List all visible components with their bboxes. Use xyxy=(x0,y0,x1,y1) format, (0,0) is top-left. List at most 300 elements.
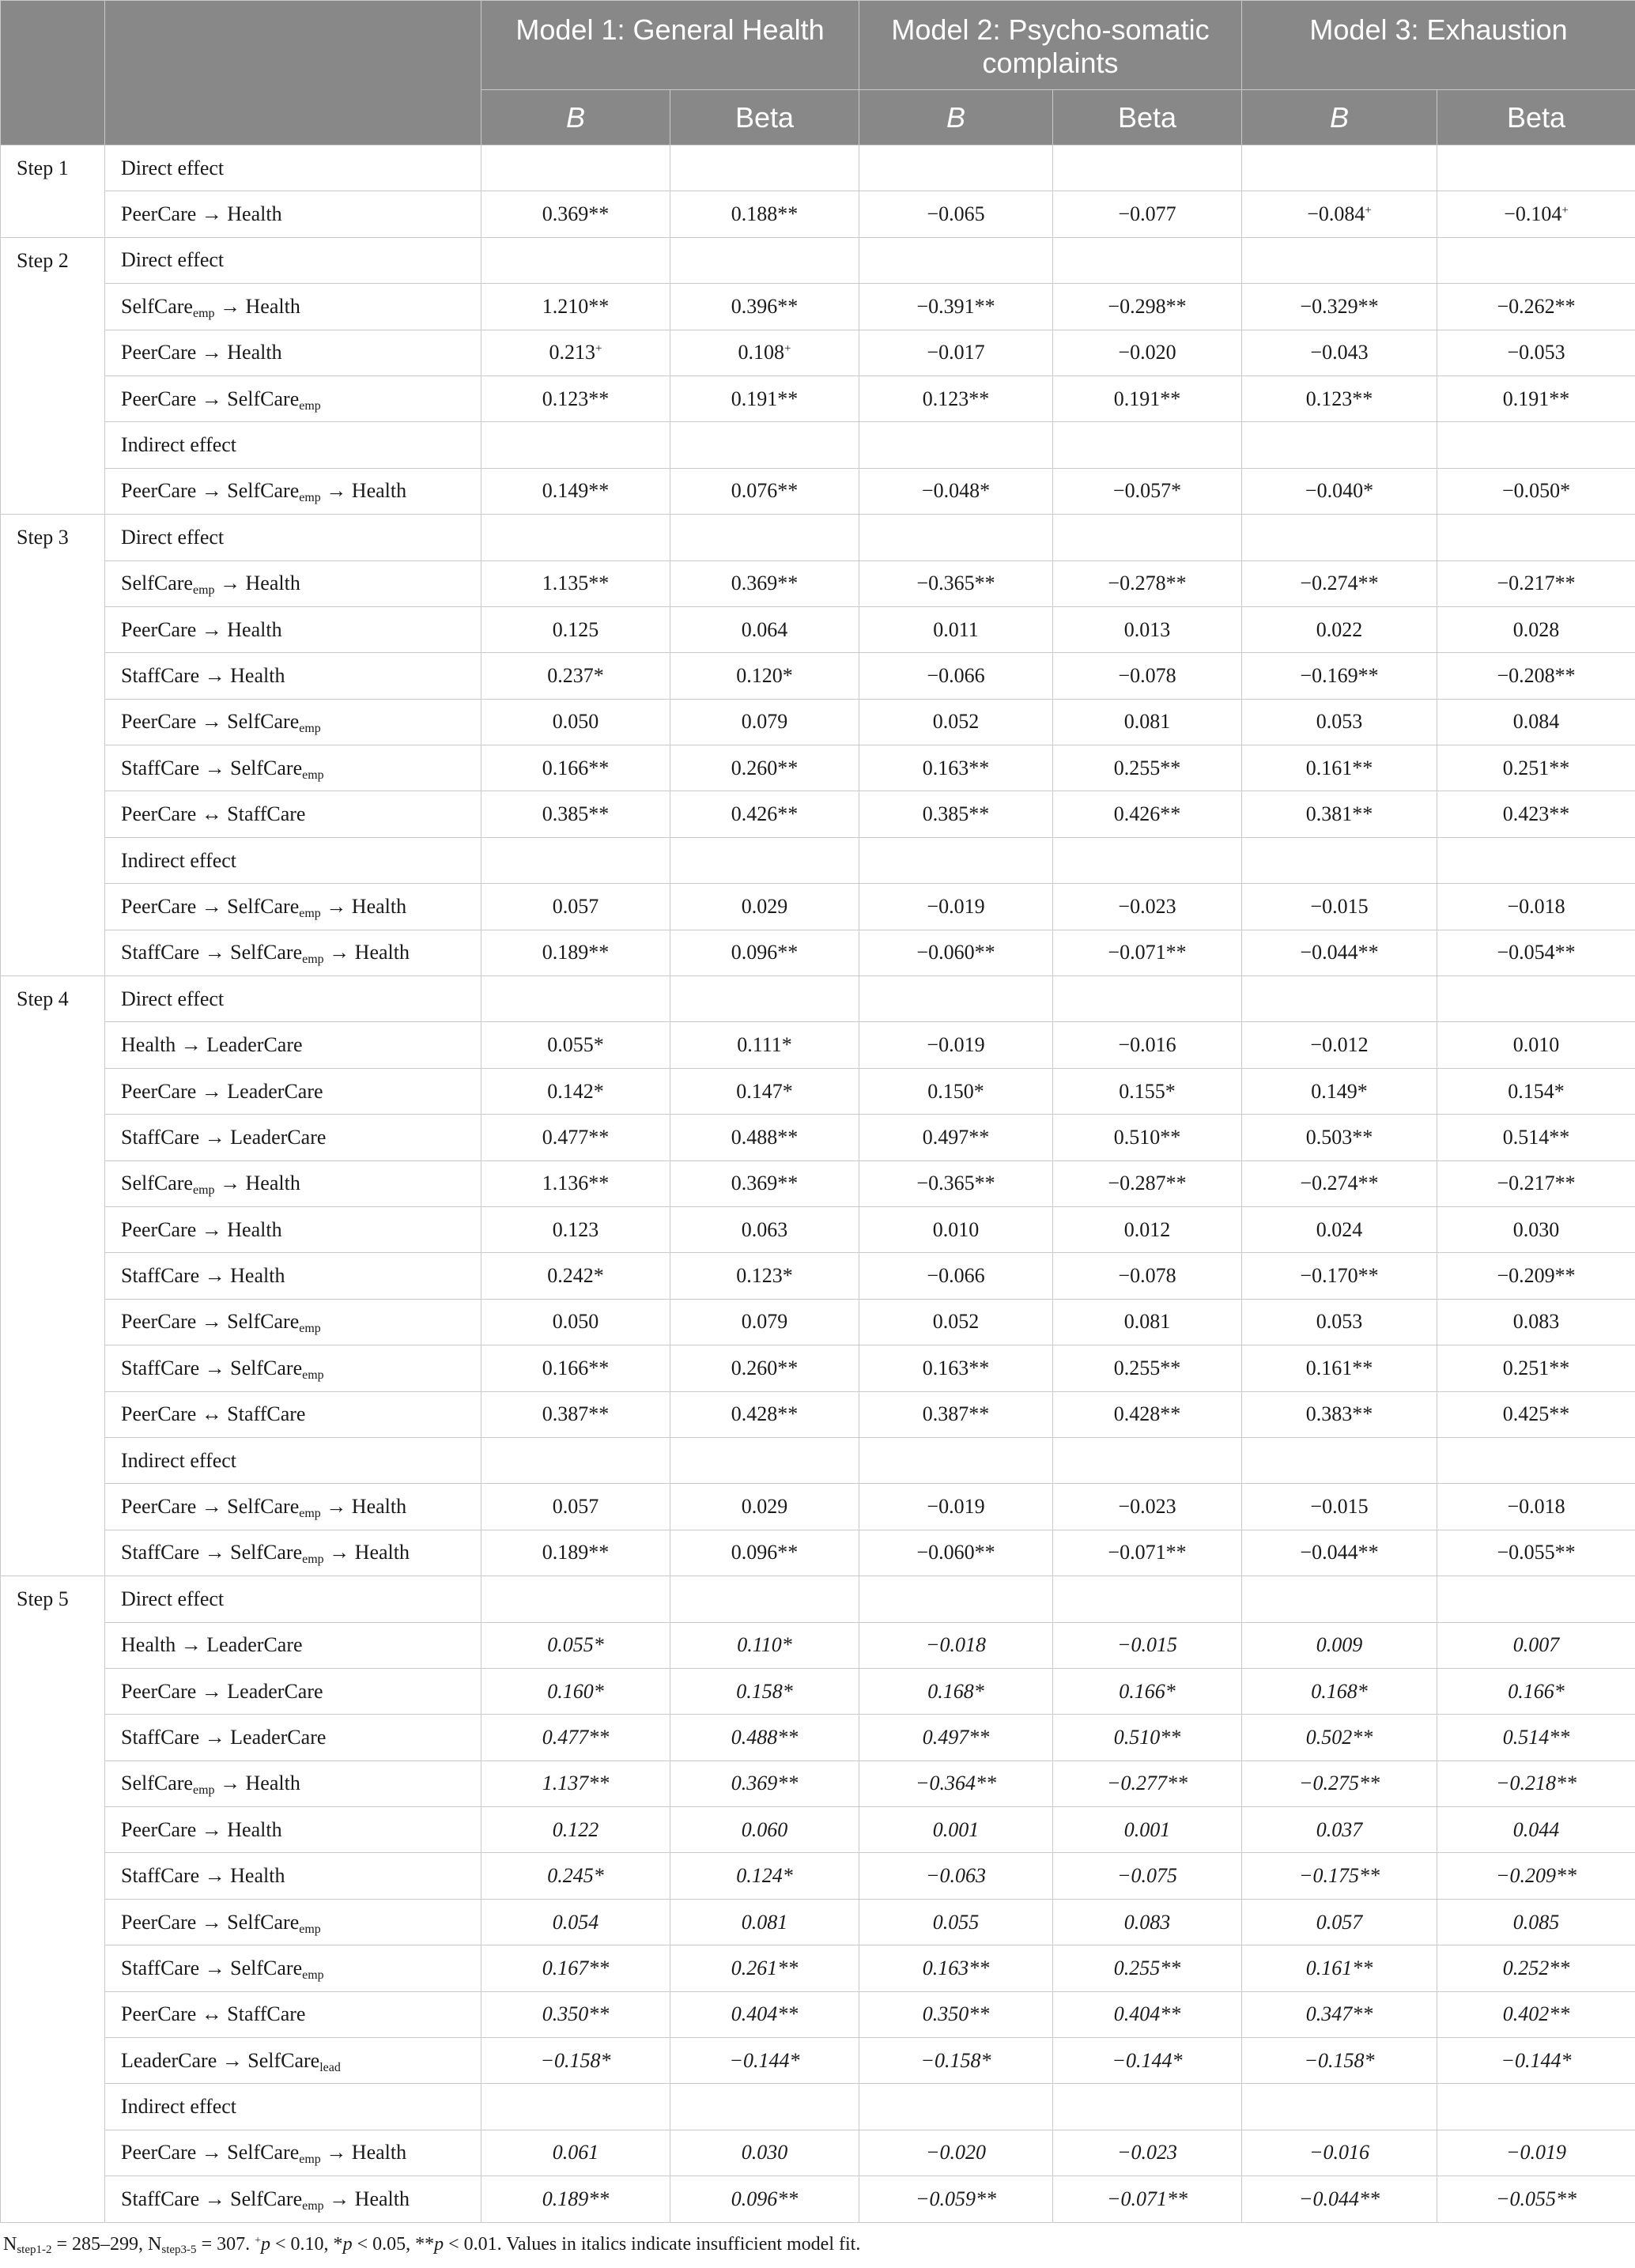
path-label: StaffCare → SelfCare$_{emp}$ → Health xyxy=(105,930,481,976)
value-cell-m1-beta: 0.488** xyxy=(670,1715,859,1760)
empty-cell xyxy=(859,1576,1053,1622)
value-cell-m1-beta: 0.079 xyxy=(670,699,859,745)
empty-cell xyxy=(1437,1437,1635,1483)
empty-cell xyxy=(1242,837,1437,883)
section-label: Indirect effect xyxy=(105,837,481,883)
value-cell-m1-b: 1.210** xyxy=(481,284,670,330)
value-cell-m1-beta: 0.428** xyxy=(670,1391,859,1437)
value-cell-m1-beta: 0.029 xyxy=(670,1484,859,1530)
table-row xyxy=(1,1807,1635,1853)
empty-cell xyxy=(859,837,1053,883)
path-label: PeerCare → SelfCare$_{emp}$ xyxy=(105,1299,481,1345)
value-cell-m3-b: −0.016 xyxy=(1242,2130,1437,2176)
section-row xyxy=(1,2084,1635,2130)
table-row xyxy=(1,1484,1635,1530)
section-row xyxy=(1,1576,1635,1622)
path-label: StaffCare → SelfCare$_{emp}$ xyxy=(105,1345,481,1391)
value-cell-m3-b: 0.009 xyxy=(1242,1622,1437,1668)
value-cell-m3-beta: −0.208** xyxy=(1437,653,1635,699)
value-cell-m1-beta: 0.147* xyxy=(670,1068,859,1114)
header-blank-label xyxy=(105,1,481,145)
value-cell-m1-b: 0.167** xyxy=(481,1945,670,1991)
value-cell-m3-beta: 0.044 xyxy=(1437,1807,1635,1853)
value-cell-m1-b: 0.166** xyxy=(481,745,670,791)
value-cell-m2-beta: 0.255** xyxy=(1053,1345,1242,1391)
value-cell-m3-b: 0.161** xyxy=(1242,1945,1437,1991)
value-cell-m3-b: 0.024 xyxy=(1242,1206,1437,1252)
table-row xyxy=(1,1715,1635,1760)
value-cell-m1-beta: 0.096** xyxy=(670,1530,859,1576)
value-cell-m3-b: −0.015 xyxy=(1242,1484,1437,1530)
section-label: Indirect effect xyxy=(105,1437,481,1483)
value-cell-m1-b: 0.160* xyxy=(481,1668,670,1714)
value-cell-m1-b: 0.477** xyxy=(481,1715,670,1760)
value-cell-m1-beta: 0.260** xyxy=(670,745,859,791)
path-label: PeerCare → SelfCare$_{emp}$ xyxy=(105,1899,481,1945)
section-row xyxy=(1,237,1635,283)
path-label: PeerCare → Health xyxy=(105,1206,481,1252)
path-label: PeerCare → LeaderCare xyxy=(105,1668,481,1714)
step-label: Step 2 xyxy=(1,237,105,514)
value-cell-m2-beta: 0.081 xyxy=(1053,1299,1242,1345)
empty-cell xyxy=(1242,422,1437,468)
empty-cell xyxy=(481,1576,670,1622)
table-row xyxy=(1,1760,1635,1806)
section-label: Indirect effect xyxy=(105,422,481,468)
value-cell-m3-b: −0.169** xyxy=(1242,653,1437,699)
empty-cell xyxy=(859,976,1053,1022)
header-m1-b: B xyxy=(481,90,670,145)
value-cell-m1-beta: 0.261** xyxy=(670,1945,859,1991)
table-row xyxy=(1,560,1635,606)
path-label: PeerCare → SelfCare$_{emp}$ → Health xyxy=(105,884,481,930)
empty-cell xyxy=(481,2084,670,2130)
empty-cell xyxy=(481,837,670,883)
header-m3-beta: Beta xyxy=(1437,90,1635,145)
path-label: PeerCare → SelfCare$_{emp}$ xyxy=(105,375,481,421)
table-row xyxy=(1,1068,1635,1114)
table-row xyxy=(1,191,1635,237)
value-cell-m1-b: 0.050 xyxy=(481,699,670,745)
value-cell-m2-b: −0.365** xyxy=(859,1160,1053,1206)
value-cell-m1-b: −0.158* xyxy=(481,2038,670,2084)
section-row xyxy=(1,515,1635,560)
value-cell-m1-b: 0.055* xyxy=(481,1622,670,1668)
value-cell-m2-beta: 0.404** xyxy=(1053,1991,1242,2037)
value-cell-m2-beta: 0.510** xyxy=(1053,1715,1242,1760)
value-cell-m2-beta: −0.015 xyxy=(1053,1622,1242,1668)
value-cell-m2-beta: −0.023 xyxy=(1053,884,1242,930)
value-cell-m2-beta: −0.057* xyxy=(1053,468,1242,514)
value-cell-m1-b: 0.385** xyxy=(481,791,670,837)
table-row xyxy=(1,1160,1635,1206)
value-cell-m1-beta: 0.123* xyxy=(670,1253,859,1299)
value-cell-m2-beta: 0.255** xyxy=(1053,1945,1242,1991)
section-label: Direct effect xyxy=(105,515,481,560)
value-cell-m1-beta: 0.188** xyxy=(670,191,859,237)
value-cell-m3-beta: 0.028 xyxy=(1437,606,1635,652)
value-cell-m2-beta: 0.166* xyxy=(1053,1668,1242,1714)
empty-cell xyxy=(1242,1576,1437,1622)
table-row xyxy=(1,1622,1635,1668)
value-cell-m2-b: 0.163** xyxy=(859,1945,1053,1991)
value-cell-m1-beta: 0.076** xyxy=(670,468,859,514)
table-row xyxy=(1,1253,1635,1299)
value-cell-m3-b: 0.161** xyxy=(1242,1345,1437,1391)
empty-cell xyxy=(1437,145,1635,191)
empty-cell xyxy=(481,237,670,283)
header-model-1: Model 1: General Health xyxy=(481,1,859,90)
value-cell-m3-beta: 0.423** xyxy=(1437,791,1635,837)
path-label: PeerCare ↔ StaffCare xyxy=(105,1991,481,2037)
value-cell-m2-b: −0.063 xyxy=(859,1853,1053,1899)
value-cell-m2-b: 0.168* xyxy=(859,1668,1053,1714)
value-cell-m3-beta: 0.425** xyxy=(1437,1391,1635,1437)
path-label: PeerCare → Health xyxy=(105,330,481,375)
empty-cell xyxy=(859,145,1053,191)
table-row xyxy=(1,699,1635,745)
path-label: PeerCare → SelfCare$_{emp}$ → Health xyxy=(105,468,481,514)
path-label: PeerCare ↔ StaffCare xyxy=(105,1391,481,1437)
table-row xyxy=(1,930,1635,976)
path-label: StaffCare → SelfCare$_{emp}$ → Health xyxy=(105,1530,481,1576)
value-cell-m3-b: −0.170** xyxy=(1242,1253,1437,1299)
value-cell-m3-b: 0.053 xyxy=(1242,1299,1437,1345)
value-cell-m3-b: 0.168* xyxy=(1242,1668,1437,1714)
value-cell-m3-beta: 0.514** xyxy=(1437,1115,1635,1160)
value-cell-m2-beta: −0.071** xyxy=(1053,2176,1242,2222)
value-cell-m2-b: −0.365** xyxy=(859,560,1053,606)
empty-cell xyxy=(859,515,1053,560)
value-cell-m1-b: 0.245* xyxy=(481,1853,670,1899)
value-cell-m2-beta: −0.287** xyxy=(1053,1160,1242,1206)
value-cell-m3-beta: 0.251** xyxy=(1437,1345,1635,1391)
value-cell-m1-b: 0.054 xyxy=(481,1899,670,1945)
value-cell-m3-beta: 0.154* xyxy=(1437,1068,1635,1114)
value-cell-m1-beta: 0.426** xyxy=(670,791,859,837)
value-cell-m1-b: 0.055* xyxy=(481,1022,670,1068)
empty-cell xyxy=(1053,145,1242,191)
empty-cell xyxy=(670,145,859,191)
value-cell-m3-b: −0.040* xyxy=(1242,468,1437,514)
empty-cell xyxy=(481,515,670,560)
value-cell-m2-beta: −0.078 xyxy=(1053,1253,1242,1299)
value-cell-m2-beta: −0.078 xyxy=(1053,653,1242,699)
value-cell-m3-beta: 0.007 xyxy=(1437,1622,1635,1668)
value-cell-m1-beta: 0.124* xyxy=(670,1853,859,1899)
path-label: SelfCare$_{emp}$ → Health xyxy=(105,560,481,606)
empty-cell xyxy=(1053,515,1242,560)
empty-cell xyxy=(1242,237,1437,283)
value-cell-m2-b: −0.066 xyxy=(859,653,1053,699)
value-cell-m1-b: 0.189** xyxy=(481,930,670,976)
value-cell-m2-b: 0.052 xyxy=(859,699,1053,745)
value-cell-m2-b: −0.019 xyxy=(859,1484,1053,1530)
value-cell-m3-beta: −0.209** xyxy=(1437,1853,1635,1899)
value-cell-m1-beta: 0.488** xyxy=(670,1115,859,1160)
empty-cell xyxy=(1242,2084,1437,2130)
empty-cell xyxy=(1242,976,1437,1022)
path-label: PeerCare → Health xyxy=(105,606,481,652)
table-body xyxy=(1,145,1635,2223)
value-cell-m2-b: 0.010 xyxy=(859,1206,1053,1252)
section-row xyxy=(1,422,1635,468)
value-cell-m3-b: 0.123** xyxy=(1242,375,1437,421)
value-cell-m3-b: 0.053 xyxy=(1242,699,1437,745)
section-label: Indirect effect xyxy=(105,2084,481,2130)
value-cell-m1-beta: 0.108+ xyxy=(670,330,859,375)
section-label: Direct effect xyxy=(105,237,481,283)
header-model-2: Model 2: Psycho-somatic complaints xyxy=(859,1,1242,90)
table-row xyxy=(1,1391,1635,1437)
value-cell-m3-b: 0.503** xyxy=(1242,1115,1437,1160)
table-row xyxy=(1,1668,1635,1714)
value-cell-m3-beta: −0.054** xyxy=(1437,930,1635,976)
empty-cell xyxy=(1053,1437,1242,1483)
header-blank-step xyxy=(1,1,105,145)
path-label: LeaderCare → SelfCare$_{lead}$ xyxy=(105,2038,481,2084)
table-row xyxy=(1,1853,1635,1899)
value-cell-m2-beta: −0.023 xyxy=(1053,1484,1242,1530)
header-m2-b: B xyxy=(859,90,1053,145)
value-cell-m3-b: −0.175** xyxy=(1242,1853,1437,1899)
empty-cell xyxy=(859,1437,1053,1483)
value-cell-m2-beta: 0.510** xyxy=(1053,1115,1242,1160)
path-label: StaffCare → SelfCare$_{emp}$ → Health xyxy=(105,2176,481,2222)
value-cell-m2-b: −0.048* xyxy=(859,468,1053,514)
value-cell-m3-b: −0.043 xyxy=(1242,330,1437,375)
empty-cell xyxy=(670,837,859,883)
empty-cell xyxy=(1242,145,1437,191)
value-cell-m3-beta: −0.053 xyxy=(1437,330,1635,375)
value-cell-m1-b: 0.213+ xyxy=(481,330,670,375)
path-label: PeerCare → SelfCare$_{emp}$ → Health xyxy=(105,2130,481,2176)
value-cell-m2-b: −0.019 xyxy=(859,1022,1053,1068)
value-cell-m2-b: −0.059** xyxy=(859,2176,1053,2222)
empty-cell xyxy=(1437,1576,1635,1622)
value-cell-m1-beta: 0.158* xyxy=(670,1668,859,1714)
step-label: Step 3 xyxy=(1,515,105,976)
empty-cell xyxy=(1437,422,1635,468)
value-cell-m2-b: 0.497** xyxy=(859,1115,1053,1160)
empty-cell xyxy=(1053,976,1242,1022)
value-cell-m1-beta: 0.111* xyxy=(670,1022,859,1068)
empty-cell xyxy=(670,422,859,468)
value-cell-m2-b: −0.017 xyxy=(859,330,1053,375)
value-cell-m3-b: −0.275** xyxy=(1242,1760,1437,1806)
value-cell-m1-beta: 0.369** xyxy=(670,560,859,606)
table-row xyxy=(1,1206,1635,1252)
empty-cell xyxy=(1437,837,1635,883)
table-row xyxy=(1,1299,1635,1345)
empty-cell xyxy=(670,1576,859,1622)
value-cell-m3-beta: 0.030 xyxy=(1437,1206,1635,1252)
empty-cell xyxy=(481,422,670,468)
value-cell-m1-beta: 0.120* xyxy=(670,653,859,699)
value-cell-m3-beta: −0.055** xyxy=(1437,1530,1635,1576)
header-m1-beta: Beta xyxy=(670,90,859,145)
value-cell-m2-beta: −0.016 xyxy=(1053,1022,1242,1068)
value-cell-m1-b: 0.237* xyxy=(481,653,670,699)
value-cell-m2-b: −0.066 xyxy=(859,1253,1053,1299)
empty-cell xyxy=(1053,422,1242,468)
value-cell-m3-b: −0.274** xyxy=(1242,560,1437,606)
value-cell-m2-b: 0.001 xyxy=(859,1807,1053,1853)
value-cell-m1-b: 0.369** xyxy=(481,191,670,237)
value-cell-m2-b: −0.391** xyxy=(859,284,1053,330)
table-row xyxy=(1,284,1635,330)
empty-cell xyxy=(1053,2084,1242,2130)
value-cell-m3-beta: −0.050* xyxy=(1437,468,1635,514)
value-cell-m3-b: 0.383** xyxy=(1242,1391,1437,1437)
value-cell-m3-b: 0.149* xyxy=(1242,1068,1437,1114)
value-cell-m3-beta: 0.191** xyxy=(1437,375,1635,421)
value-cell-m3-beta: −0.019 xyxy=(1437,2130,1635,2176)
table-row xyxy=(1,653,1635,699)
path-label: PeerCare ↔ StaffCare xyxy=(105,791,481,837)
value-cell-m2-b: 0.011 xyxy=(859,606,1053,652)
header-model-3: Model 3: Exhaustion xyxy=(1242,1,1635,90)
value-cell-m3-b: 0.502** xyxy=(1242,1715,1437,1760)
empty-cell xyxy=(1053,1576,1242,1622)
value-cell-m2-b: −0.158* xyxy=(859,2038,1053,2084)
path-label: StaffCare → Health xyxy=(105,1253,481,1299)
empty-cell xyxy=(1242,515,1437,560)
table-header xyxy=(1,1,1635,145)
value-cell-m2-b: 0.350** xyxy=(859,1991,1053,2037)
path-label: StaffCare → LeaderCare xyxy=(105,1715,481,1760)
path-label: SelfCare$_{emp}$ → Health xyxy=(105,1160,481,1206)
value-cell-m1-beta: 0.064 xyxy=(670,606,859,652)
value-cell-m1-beta: 0.369** xyxy=(670,1160,859,1206)
value-cell-m2-beta: −0.278** xyxy=(1053,560,1242,606)
value-cell-m2-beta: 0.255** xyxy=(1053,745,1242,791)
path-label: StaffCare → SelfCare$_{emp}$ xyxy=(105,745,481,791)
table-row xyxy=(1,1945,1635,1991)
section-label: Direct effect xyxy=(105,976,481,1022)
value-cell-m2-beta: 0.081 xyxy=(1053,699,1242,745)
table-row xyxy=(1,2130,1635,2176)
value-cell-m2-b: −0.364** xyxy=(859,1760,1053,1806)
value-cell-m2-b: 0.387** xyxy=(859,1391,1053,1437)
value-cell-m3-b: −0.274** xyxy=(1242,1160,1437,1206)
value-cell-m1-b: 0.242* xyxy=(481,1253,670,1299)
value-cell-m3-beta: −0.104+ xyxy=(1437,191,1635,237)
header-m3-b: B xyxy=(1242,90,1437,145)
value-cell-m2-beta: 0.191** xyxy=(1053,375,1242,421)
value-cell-m1-b: 1.137** xyxy=(481,1760,670,1806)
value-cell-m3-beta: −0.262** xyxy=(1437,284,1635,330)
value-cell-m3-b: −0.044** xyxy=(1242,1530,1437,1576)
section-row xyxy=(1,145,1635,191)
value-cell-m2-beta: −0.144* xyxy=(1053,2038,1242,2084)
path-label: PeerCare → LeaderCare xyxy=(105,1068,481,1114)
table-row xyxy=(1,1345,1635,1391)
table-row xyxy=(1,884,1635,930)
value-cell-m2-b: 0.150* xyxy=(859,1068,1053,1114)
section-row xyxy=(1,837,1635,883)
empty-cell xyxy=(670,1437,859,1483)
value-cell-m1-beta: −0.144* xyxy=(670,2038,859,2084)
value-cell-m2-b: 0.055 xyxy=(859,1899,1053,1945)
value-cell-m1-beta: 0.079 xyxy=(670,1299,859,1345)
empty-cell xyxy=(1242,1437,1437,1483)
table-row xyxy=(1,1530,1635,1576)
path-label: SelfCare$_{emp}$ → Health xyxy=(105,284,481,330)
table-row xyxy=(1,2038,1635,2084)
table-footnote: $N_{step1-2} = 285-299$, $N_{step3-5} = 307$. +p < 0.10, *p < 0.05, **p < 0.01. Values in italics indicate insufficient model fit. xyxy=(3,2234,861,2256)
value-cell-m1-b: 0.123** xyxy=(481,375,670,421)
step-label: Step 4 xyxy=(1,976,105,1576)
value-cell-m2-beta: −0.298** xyxy=(1053,284,1242,330)
section-row xyxy=(1,1437,1635,1483)
value-cell-m3-beta: −0.144* xyxy=(1437,2038,1635,2084)
path-label: Health → LeaderCare xyxy=(105,1622,481,1668)
value-cell-m3-b: −0.044** xyxy=(1242,2176,1437,2222)
value-cell-m1-beta: 0.096** xyxy=(670,930,859,976)
value-cell-m2-b: 0.052 xyxy=(859,1299,1053,1345)
value-cell-m1-beta: 0.060 xyxy=(670,1807,859,1853)
value-cell-m2-b: 0.123** xyxy=(859,375,1053,421)
header-m2-beta: Beta xyxy=(1053,90,1242,145)
value-cell-m2-beta: −0.020 xyxy=(1053,330,1242,375)
path-label: StaffCare → Health xyxy=(105,1853,481,1899)
value-cell-m2-beta: −0.075 xyxy=(1053,1853,1242,1899)
value-cell-m1-b: 0.387** xyxy=(481,1391,670,1437)
value-cell-m1-b: 0.061 xyxy=(481,2130,670,2176)
path-label: StaffCare → LeaderCare xyxy=(105,1115,481,1160)
value-cell-m3-beta: −0.217** xyxy=(1437,560,1635,606)
value-cell-m3-beta: 0.083 xyxy=(1437,1299,1635,1345)
value-cell-m3-b: 0.347** xyxy=(1242,1991,1437,2037)
empty-cell xyxy=(1437,976,1635,1022)
empty-cell xyxy=(481,976,670,1022)
value-cell-m1-beta: 0.030 xyxy=(670,2130,859,2176)
path-label: PeerCare → SelfCare$_{emp}$ → Health xyxy=(105,1484,481,1530)
value-cell-m3-b: −0.329** xyxy=(1242,284,1437,330)
value-cell-m3-b: −0.158* xyxy=(1242,2038,1437,2084)
value-cell-m1-b: 0.125 xyxy=(481,606,670,652)
table-row xyxy=(1,745,1635,791)
value-cell-m3-beta: −0.218** xyxy=(1437,1760,1635,1806)
value-cell-m2-beta: 0.001 xyxy=(1053,1807,1242,1853)
table-row xyxy=(1,1899,1635,1945)
value-cell-m2-beta: 0.428** xyxy=(1053,1391,1242,1437)
value-cell-m1-b: 0.189** xyxy=(481,2176,670,2222)
value-cell-m3-beta: −0.018 xyxy=(1437,1484,1635,1530)
value-cell-m3-b: −0.015 xyxy=(1242,884,1437,930)
value-cell-m2-beta: 0.012 xyxy=(1053,1206,1242,1252)
value-cell-m1-b: 0.166** xyxy=(481,1345,670,1391)
value-cell-m1-beta: 0.029 xyxy=(670,884,859,930)
value-cell-m1-b: 0.123 xyxy=(481,1206,670,1252)
value-cell-m1-b: 0.142* xyxy=(481,1068,670,1114)
value-cell-m2-beta: 0.083 xyxy=(1053,1899,1242,1945)
value-cell-m2-beta: 0.013 xyxy=(1053,606,1242,652)
value-cell-m1-beta: 0.404** xyxy=(670,1991,859,2037)
value-cell-m2-beta: −0.023 xyxy=(1053,2130,1242,2176)
value-cell-m3-beta: 0.084 xyxy=(1437,699,1635,745)
value-cell-m1-b: 0.122 xyxy=(481,1807,670,1853)
value-cell-m3-beta: 0.402** xyxy=(1437,1991,1635,2037)
step-label: Step 1 xyxy=(1,145,105,238)
table-row xyxy=(1,1991,1635,2037)
value-cell-m3-beta: 0.252** xyxy=(1437,1945,1635,1991)
value-cell-m1-beta: 0.260** xyxy=(670,1345,859,1391)
value-cell-m2-b: −0.060** xyxy=(859,930,1053,976)
empty-cell xyxy=(1053,837,1242,883)
value-cell-m2-b: 0.163** xyxy=(859,1345,1053,1391)
